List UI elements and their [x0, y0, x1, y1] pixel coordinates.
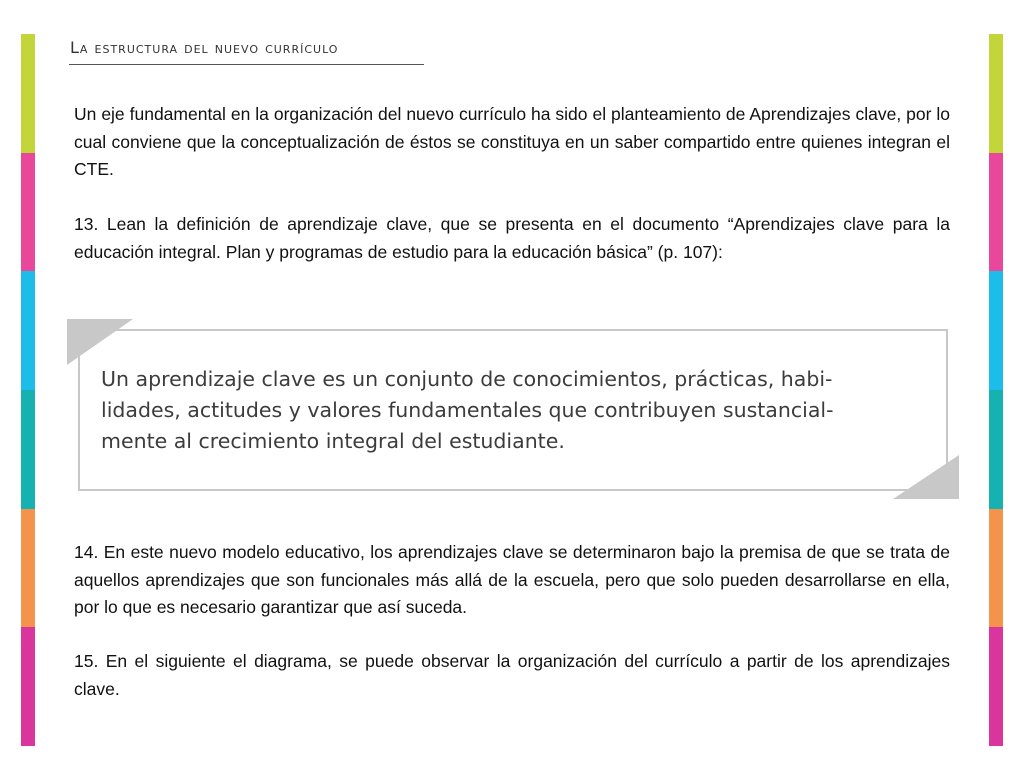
quote-corner-bottom-right [893, 455, 959, 499]
bar-segment-magenta [989, 627, 1003, 746]
quote-text [101, 364, 931, 457]
left-color-bar [21, 34, 35, 746]
bar-segment-pink [21, 153, 35, 272]
bar-segment-teal [21, 390, 35, 509]
bar-segment-green [989, 34, 1003, 153]
paragraph-13: 13. Lean la definición de aprendizaje clave, que se presenta en el documento “Aprendizajes clave para la educación integral. Plan y programas de estudio para la educación básica” (p. 107): [74, 214, 950, 262]
bar-segment-cyan [21, 271, 35, 390]
bar-segment-green [21, 34, 35, 153]
bar-segment-orange [21, 509, 35, 628]
paragraph-15: 15. En el siguiente el diagrama, se puede observar la organización del currículo a partir de los aprendizajes clave. [74, 651, 950, 699]
paragraph-14: 14. En este nuevo modelo educativo, los aprendizajes clave se determinaron bajo la premisa de que se trata de aquellos aprendizajes que son funcionales más allá de la escuela, pero que solo pueden desarrollarse en ella, por lo que es necesario garantizar que así suceda. [74, 542, 950, 617]
title-underline [69, 64, 424, 65]
bar-segment-teal [989, 390, 1003, 509]
quote-line: Un aprendizaje clave es un conjunto de conocimientos, prácticas, habi- [101, 367, 833, 391]
bar-segment-orange [989, 509, 1003, 628]
quote-corner-top-left [67, 319, 133, 365]
paragraph-intro: Un eje fundamental en la organización del nuevo currículo ha sido el planteamiento de Aprendizajes clave, por lo cual conviene que la conceptualización de éstos se constituya en un saber compartido entre quienes integran el CTE. [74, 104, 950, 179]
right-color-bar [989, 34, 1003, 746]
bar-segment-cyan [989, 271, 1003, 390]
quote-line: mente al crecimiento integral del estudiante. [101, 429, 565, 453]
page-title: La estructura del nuevo currículo [70, 38, 339, 57]
bar-segment-pink [989, 153, 1003, 272]
quote-line: lidades, actitudes y valores fundamentales que contribuyen sustancial- [101, 398, 834, 422]
bar-segment-magenta [21, 627, 35, 746]
